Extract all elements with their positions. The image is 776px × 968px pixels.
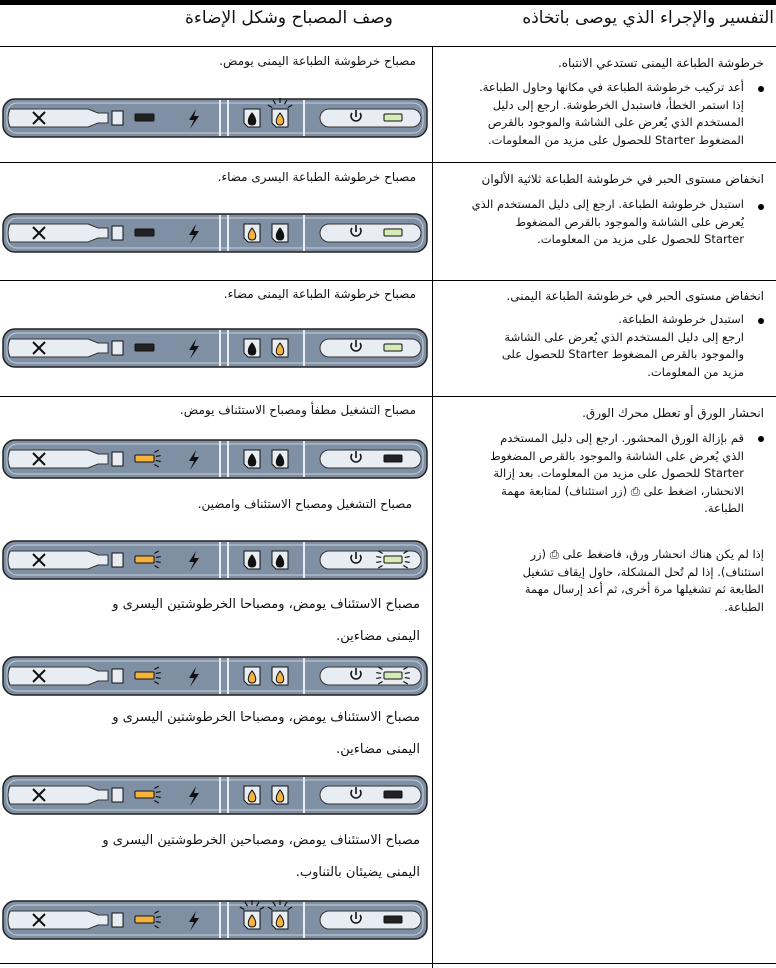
light-description: مصباح الاستئناف يومض، ومصباحا الخرطوشتين اليسرى و اليمنى مضاءين. xyxy=(112,710,420,757)
problem-title: انخفاض مستوى الحبر في خرطوشة الطباعة اليمنى. xyxy=(506,289,764,303)
power-button-graphic xyxy=(320,786,421,804)
resume-icon xyxy=(112,913,123,927)
action-text: قم بإزالة الورق المحشور. ارجع إلى دليل المستخدم الذي يُعرض على الشاشة والموجود بالقرص المضغوط Starter للحصول على مزيد من المعلومات. بعد إزالة الانحشار، اضغط على ⎙ (زر استئناف) لمتابعة مهمة الطباعة. xyxy=(490,431,744,515)
power-button-graphic xyxy=(320,450,421,468)
printer-control-panel xyxy=(0,653,432,699)
resume-light xyxy=(135,556,154,563)
row-divider xyxy=(0,396,776,397)
action-note: إذا لم يكن هناك انحشار ورق، فاضغط على ⎙ (زر استئناف). إذا لم تُحل المشكلة، حاول إيقاف تشغيل الطابعة ثم تشغيلها مرة أخرى، ثم أعد إرسال مهمة الطباعة. xyxy=(522,547,764,614)
power-light xyxy=(384,229,402,236)
resume-light xyxy=(135,344,154,351)
action-text: استبدل خرطوشة الطباعة. ارجع إلى دليل المستخدم الذي يُعرض على الشاشة والموجود بالقرص المضغوط Starter للحصول على مزيد من المعلومات. xyxy=(471,197,744,246)
resume-light xyxy=(135,114,154,121)
light-description: مصباح خرطوشة الطباعة اليمنى يومض. xyxy=(219,54,416,68)
resume-icon xyxy=(112,111,123,125)
power-light xyxy=(384,114,402,121)
printer-control-panel xyxy=(0,325,432,371)
power-light xyxy=(384,556,402,563)
resume-light xyxy=(135,672,154,679)
power-button-graphic xyxy=(320,911,421,929)
resume-light xyxy=(135,229,154,236)
printer-control-panel xyxy=(0,772,432,818)
bullet xyxy=(758,436,764,442)
resume-icon xyxy=(112,452,123,466)
cancel-button-graphic xyxy=(8,224,108,242)
column-header-action: التفسير والإجراء الذي يوصى باتخاذه xyxy=(522,8,774,28)
action-text: أعد تركيب خرطوشة الطباعة في مكانها وحاول الطباعة. إذا استمر الخطأ، فاستبدل الخرطوشة. ارجع إلى دليل المستخدم الذي يُعرض على الشاشة والموجود بالقرص المضغوط Starter للحصول على مزيد من المعلومات. xyxy=(479,80,744,147)
printer-control-panel xyxy=(0,210,432,256)
light-description: مصباح التشغيل ومصباح الاستئناف وامضين. xyxy=(197,497,412,511)
resume-icon xyxy=(112,788,123,802)
power-light xyxy=(384,455,402,462)
resume-icon xyxy=(112,669,123,683)
problem-title: انحشار الورق أو تعطل محرك الورق. xyxy=(582,406,764,420)
power-light xyxy=(384,344,402,351)
light-description: مصباح الاستئناف يومض، ومصباحين الخرطوشتين اليسرى و اليمنى يضيئان بالتناوب. xyxy=(102,833,420,880)
power-light xyxy=(384,916,402,923)
row-divider xyxy=(0,162,776,163)
cancel-button-graphic xyxy=(8,551,108,569)
resume-icon xyxy=(112,553,123,567)
bullet xyxy=(758,204,764,210)
problem-title: خرطوشة الطباعة اليمنى تستدعي الانتباه. xyxy=(557,56,764,70)
power-button-graphic xyxy=(320,224,421,242)
resume-light xyxy=(135,455,154,462)
cancel-button-graphic xyxy=(8,667,108,685)
bullet xyxy=(758,86,764,92)
cancel-button-graphic xyxy=(8,339,108,357)
power-light xyxy=(384,791,402,798)
action-text: استبدل خرطوشة الطباعة. ارجع إلى دليل المستخدم الذي يُعرض على الشاشة والموجود بالقرص المضغوط Starter للحصول على مزيد من المعلومات. xyxy=(501,312,744,379)
light-description: مصباح الاستئناف يومض، ومصباحا الخرطوشتين اليسرى و اليمنى مضاءين. xyxy=(112,597,420,644)
cancel-button-graphic xyxy=(8,450,108,468)
resume-icon xyxy=(112,341,123,355)
power-light xyxy=(384,672,402,679)
row-divider xyxy=(0,280,776,281)
light-description: مصباح خرطوشة الطباعة اليسرى مضاء. xyxy=(217,170,416,184)
row-divider xyxy=(0,963,776,964)
top-rule xyxy=(0,0,776,5)
printer-control-panel xyxy=(0,897,432,943)
column-header-light: وصف المصباح وشكل الإضاءة xyxy=(185,8,393,28)
cancel-button-graphic xyxy=(8,786,108,804)
light-description: مصباح التشغيل مطفأ ومصباح الاستئناف يومض. xyxy=(179,403,416,417)
printer-control-panel xyxy=(0,436,432,482)
cancel-button-graphic xyxy=(8,911,108,929)
printer-control-panel xyxy=(0,95,432,141)
row-divider xyxy=(0,46,776,47)
resume-light xyxy=(135,916,154,923)
resume-light xyxy=(135,791,154,798)
problem-title: انخفاض مستوى الحبر في خرطوشة الطباعة ثلاثية الألوان xyxy=(481,172,764,186)
light-description: مصباح خرطوشة الطباعة اليمنى مضاء. xyxy=(223,287,416,301)
printer-control-panel xyxy=(0,537,432,583)
power-button-graphic xyxy=(320,109,421,127)
power-button-graphic xyxy=(320,339,421,357)
cancel-button-graphic xyxy=(8,109,108,127)
resume-icon xyxy=(112,226,123,240)
bullet xyxy=(758,318,764,324)
